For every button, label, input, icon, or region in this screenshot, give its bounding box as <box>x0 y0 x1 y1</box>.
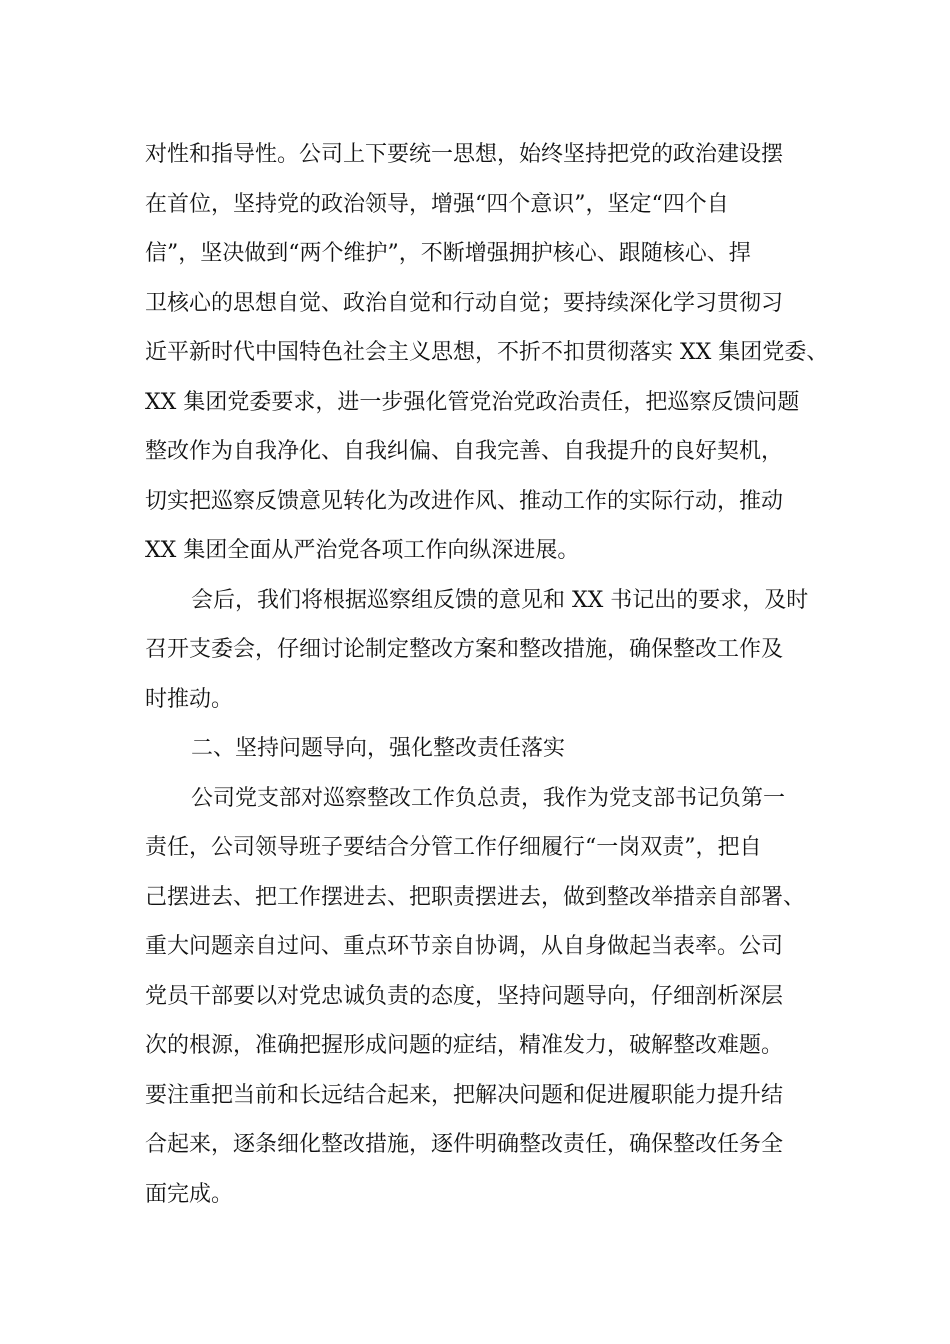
text-line: 要注重把当前和长远结合起来，把解决问题和促进履职能力提升结 <box>145 1082 784 1108</box>
document-body <box>145 130 835 1219</box>
text-line: 卫核心的思想自觉、政治自觉和行动自觉；要持续深化学习贯彻习 <box>145 290 784 316</box>
text-line: XX 集团全面从严治党各项工作向纵深进展。 <box>145 538 580 563</box>
text-line: 面完成。 <box>145 1181 234 1207</box>
text-line: 在首位，坚持党的政治领导，增强“四个意识”，坚定“四个自 <box>145 191 729 217</box>
text-line: XX 集团党委要求，进一步强化管党治党政治责任，把巡察反馈问题 <box>145 389 800 415</box>
text-line: 次的根源，准确把握形成问题的症结，精准发力，破解整改难题。 <box>145 1033 784 1058</box>
text-line: 切实把巡察反馈意见转化为改进作风、推动工作的实际行动，推动 <box>145 488 784 514</box>
text-line: 时推动。 <box>145 686 234 712</box>
text-line: 对性和指导性。公司上下要统一思想，始终坚持把党的政治建设摆 <box>145 142 784 167</box>
text-line: 重大问题亲自过问、重点环节亲自协调，从自身做起当表率。公司 <box>145 934 784 959</box>
text-line: 责任，公司领导班子要结合分管工作仔细履行“一岗双责”，把自 <box>145 835 762 860</box>
paragraph-start-line: 会后，我们将根据巡察组反馈的意见和 XX 书记出的要求，及时 <box>191 587 809 613</box>
section-heading: 二、坚持问题导向，强化整改责任落实 <box>191 736 566 761</box>
text-line: 合起来，逐条细化整改措施，逐件明确整改责任，确保整改任务全 <box>145 1132 784 1157</box>
text-line: 信”，坚决做到“两个维护”，不断增强拥护核心、跟随核心、捍 <box>145 241 751 266</box>
text-line: 党员干部要以对党忠诚负责的态度，坚持问题导向，仔细剖析深层 <box>145 983 784 1009</box>
text-line: 近平新时代中国特色社会主义思想，不折不扣贯彻落实 XX 集团党委、 <box>145 340 829 365</box>
text-line: 召开支委会，仔细讨论制定整改方案和整改措施，确保整改工作及 <box>145 637 784 662</box>
paragraph-start-line: 公司党支部对巡察整改工作负总责，我作为党支部书记负第一 <box>191 785 786 811</box>
text-line: 己摆进去、把工作摆进去、把职责摆进去，做到整改举措亲自部署、 <box>145 884 806 910</box>
text-line: 整改作为自我净化、自我纠偏、自我完善、自我提升的良好契机， <box>145 439 784 464</box>
